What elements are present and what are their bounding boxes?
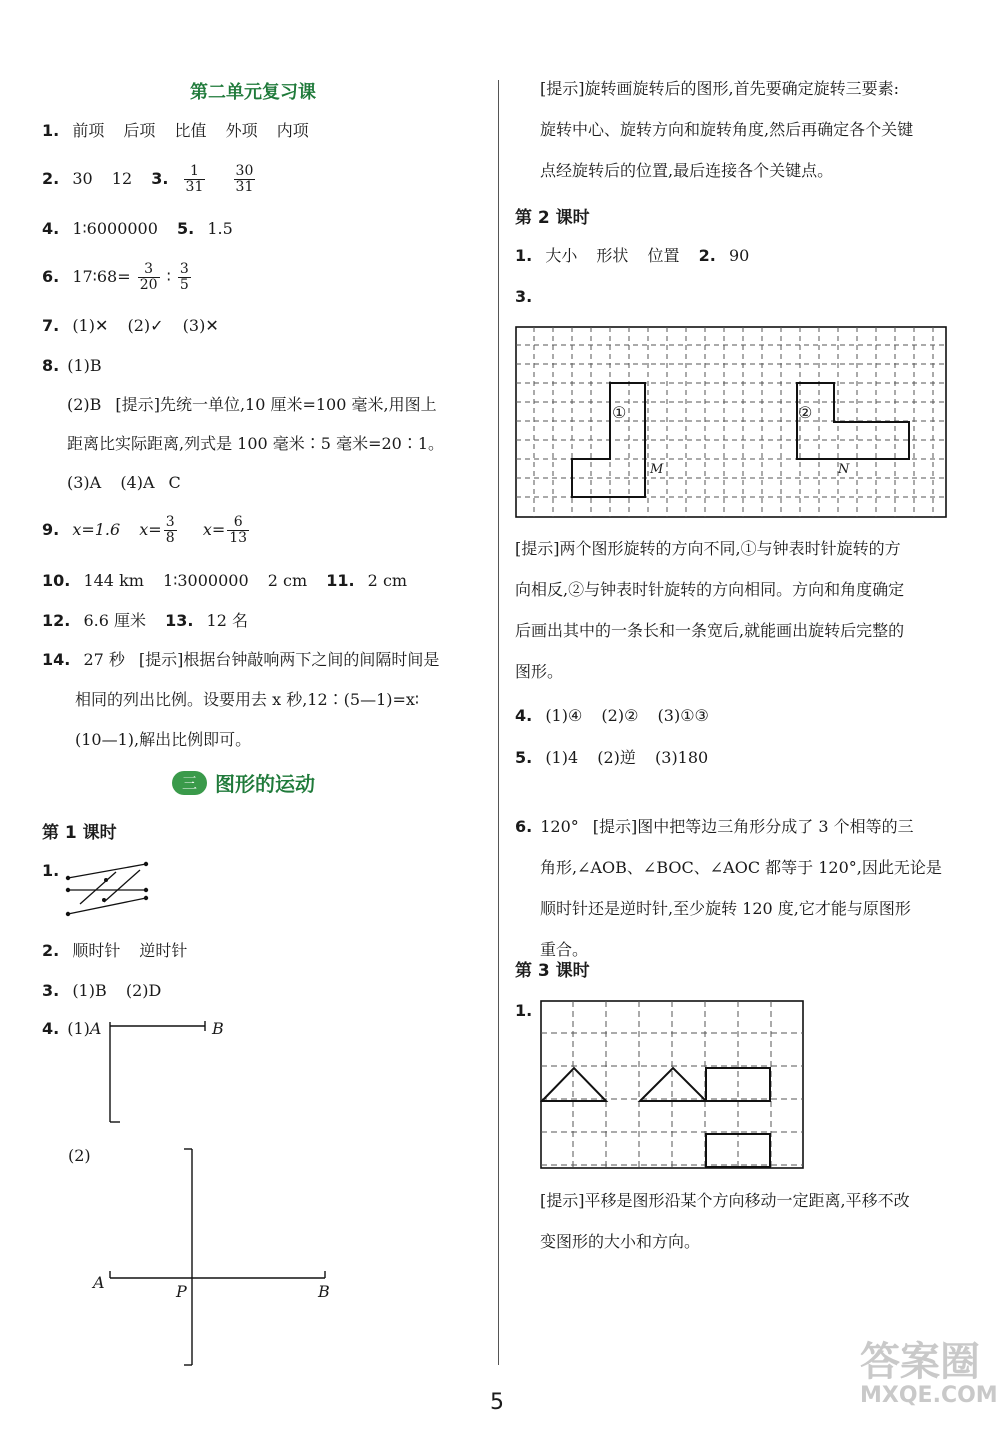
point-label-p: P (176, 1282, 187, 1301)
column-divider (498, 80, 499, 1365)
fraction: $\frac{30}{31}$ (235, 163, 254, 195)
hint-translation: [提示]平移是图形沿某个方向移动一定距离,平移不改 变图形的大小和方向。 (540, 1191, 910, 1251)
watermark-logo: 答案圈 MXQE.COM (860, 1339, 998, 1408)
l2-answer-6: 6. 120° [提示]图中把等边三角形分成了 3 个相等的三 角形,∠AOB、∠BOC、∠AOC 都等于 120°,因此无论是 顺时针还是逆时针,至少旋转 120 度,它才能与原图形 重合。 (515, 817, 942, 959)
perpendicular-figure-1 (100, 1018, 210, 1128)
answer-1: 1. 前项 后项 比值 外项 内项 (42, 121, 309, 140)
answer-2-3: 2. 30 12 3. $\frac{1}{31}$ $\frac{30}{31}$ (42, 163, 254, 195)
point-label-b: B (212, 1019, 224, 1038)
shape-label-2: ② (798, 403, 813, 422)
answer-12-13: 12. 6.6 厘米 13. 12 名 (42, 611, 248, 630)
parallel-lines-figure (60, 856, 160, 922)
answer-8-3-4: (3)A (4)A C (67, 473, 181, 492)
point-label-a2: A (93, 1273, 105, 1292)
answer-7: 7. (1)✕ (2)✓ (3)✕ (42, 316, 219, 335)
answer-14-cont: 相同的列出比例。设要用去 x 秒,12∶(5—1)=x∶ (75, 690, 420, 709)
lesson-2-heading: 第 2 课时 (515, 208, 590, 228)
shape-label-1: ① (612, 403, 627, 422)
perpendicular-figure-2 (100, 1145, 340, 1370)
answer-8-2: (2)B [提示]先统一单位,10 厘米=100 毫米,用图上 (67, 395, 437, 414)
translation-grid-figure (540, 1000, 804, 1170)
l2-answer-5: 5. (1)4 (2)逆 (3)180 (515, 748, 709, 767)
hint-rotation: [提示]旋转画旋转后的图形,首先要确定旋转三要素: 旋转中心、旋转方向和旋转角度,然后再确定各个关键 点经旋转后的位置,最后连接各个关键点。 (540, 79, 914, 180)
l1-answer-4: 4. (1)A (42, 1019, 102, 1038)
answer-10-11: 10. 144 km 1∶3000000 2 cm 11. 2 cm (42, 571, 408, 590)
fraction: $\frac{1}{31}$ (185, 163, 204, 195)
l2-answer-3-num: 3. (515, 287, 533, 306)
section-title: 第二单元复习课 (190, 82, 316, 103)
answer-8-2-cont: 距离比实际距离,列式是 100 毫米∶5 毫米=20∶1。 (67, 434, 445, 453)
rotation-grid-figure (515, 326, 947, 518)
hint-rotation-direction: [提示]两个图形旋转的方向不同,①与钟表时针旋转的方 向相反,②与钟表时针旋转的方向相同。方向和角度确定 后画出其中的一条长和一条宽后,就能画出旋转后完整的 图形。 (515, 539, 905, 681)
point-label-b2: B (318, 1282, 330, 1301)
l1-answer-2: 2. 顺时针 逆时针 (42, 941, 188, 960)
l3-answer-1-num: 1. (515, 1001, 533, 1020)
point-label-m: M (650, 462, 664, 477)
unit-heading: 三 图形的运动 (172, 768, 315, 797)
answer-8: 8. (1)B (42, 356, 102, 375)
point-label-n: N (838, 462, 850, 477)
answer-14: 14. 27 秒 [提示]根据台钟敲响两下之间的间隔时间是 (42, 650, 440, 669)
answer-6: 6. 17∶68= $\frac{3}{20}$ ∶ $\frac{3}{5}$ (42, 261, 189, 293)
answer-14-cont2: (10—1),解出比例即可。 (75, 730, 252, 749)
answer-4-5: 4. 1∶6000000 5. 1.5 (42, 219, 233, 238)
lesson-3-heading: 第 3 课时 (515, 961, 590, 981)
l1-answer-1-num: 1. (42, 861, 60, 880)
page-number: 5 (490, 1390, 504, 1415)
l1-answer-3: 3. (1)B (2)D (42, 981, 162, 1000)
answer-9: 9. x=1.6 x= $\frac{3}{8}$ x= $\frac{6}{13}$ (42, 514, 248, 546)
l1-answer-4-2: (2) (68, 1146, 91, 1165)
l2-answer-1-2: 1. 大小 形状 位置 2. 90 (515, 246, 750, 265)
unit-number-badge: 三 (172, 771, 207, 795)
lesson-1-heading: 第 1 课时 (42, 823, 117, 843)
l2-answer-4: 4. (1)④ (2)② (3)①③ (515, 706, 709, 725)
